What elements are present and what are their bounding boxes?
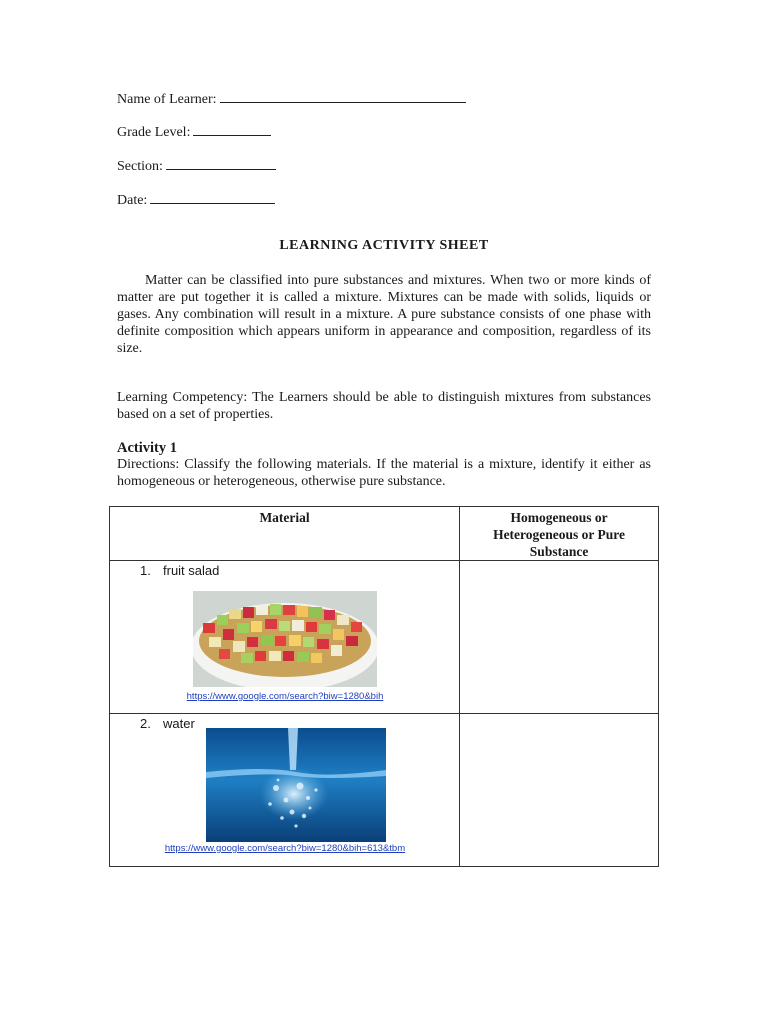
item-number: 1. [140, 563, 151, 578]
fruit-salad-image [193, 591, 377, 687]
blank-line[interactable] [150, 189, 275, 204]
water-splash-image [206, 728, 386, 842]
item-name: fruit salad [163, 563, 220, 578]
material-cell [110, 561, 460, 714]
blank-line[interactable] [166, 155, 276, 170]
field-section [117, 155, 276, 176]
water-splash-photo [206, 728, 386, 842]
field-name-of-learner [117, 88, 466, 109]
learning-competency: Learning Competency: The Learners should be able to distinguish mixtures from substances based on a set of properties. [117, 390, 651, 422]
field-label: Section: [117, 159, 163, 174]
intro-paragraph: Matter can be classified into pure substances and mixtures. When two or more kinds of matter are put together it is called a mixture. Mixtures can be made with solids, liquids or gases. Any combination will result in a mixture. A pure substance consists of one phase with definite composition which appears uniform in appearance and composition, regardless of its size. [117, 273, 651, 356]
header-classification [460, 507, 659, 561]
activity-title: Activity 1 [117, 440, 177, 456]
classification-answer-cell[interactable] [460, 714, 659, 867]
fruit-salad-photo [193, 591, 377, 687]
activity-directions: Directions: Classify the following materials. If the material is a mixture, identify it either as homogeneous or heterogeneous, otherwise pure substance. [117, 457, 651, 489]
field-label: Grade Level: [117, 125, 191, 140]
header-classification-text: Homogeneous or Heterogeneous or Pure Substance [493, 510, 626, 559]
classification-table [109, 506, 659, 867]
table-row [110, 714, 659, 867]
classification-answer-cell[interactable] [460, 561, 659, 714]
item-number: 2. [140, 716, 151, 731]
table-header-row [110, 507, 659, 561]
image-source-link[interactable]: https://www.google.com/search?biw=1280&bih [186, 691, 384, 702]
table-row [110, 561, 659, 714]
image-source-link[interactable]: https://www.google.com/search?biw=1280&bih=613&tbm [164, 843, 406, 854]
material-cell [110, 714, 460, 867]
sheet-title: LEARNING ACTIVITY SHEET [279, 238, 489, 253]
item-name: water [163, 716, 195, 731]
blank-line[interactable] [220, 88, 466, 103]
field-label: Name of Learner: [117, 92, 217, 107]
field-date [117, 189, 275, 210]
field-label: Date: [117, 193, 148, 208]
header-material: Material [110, 507, 460, 561]
field-grade-level [117, 121, 271, 142]
blank-line[interactable] [193, 121, 271, 136]
